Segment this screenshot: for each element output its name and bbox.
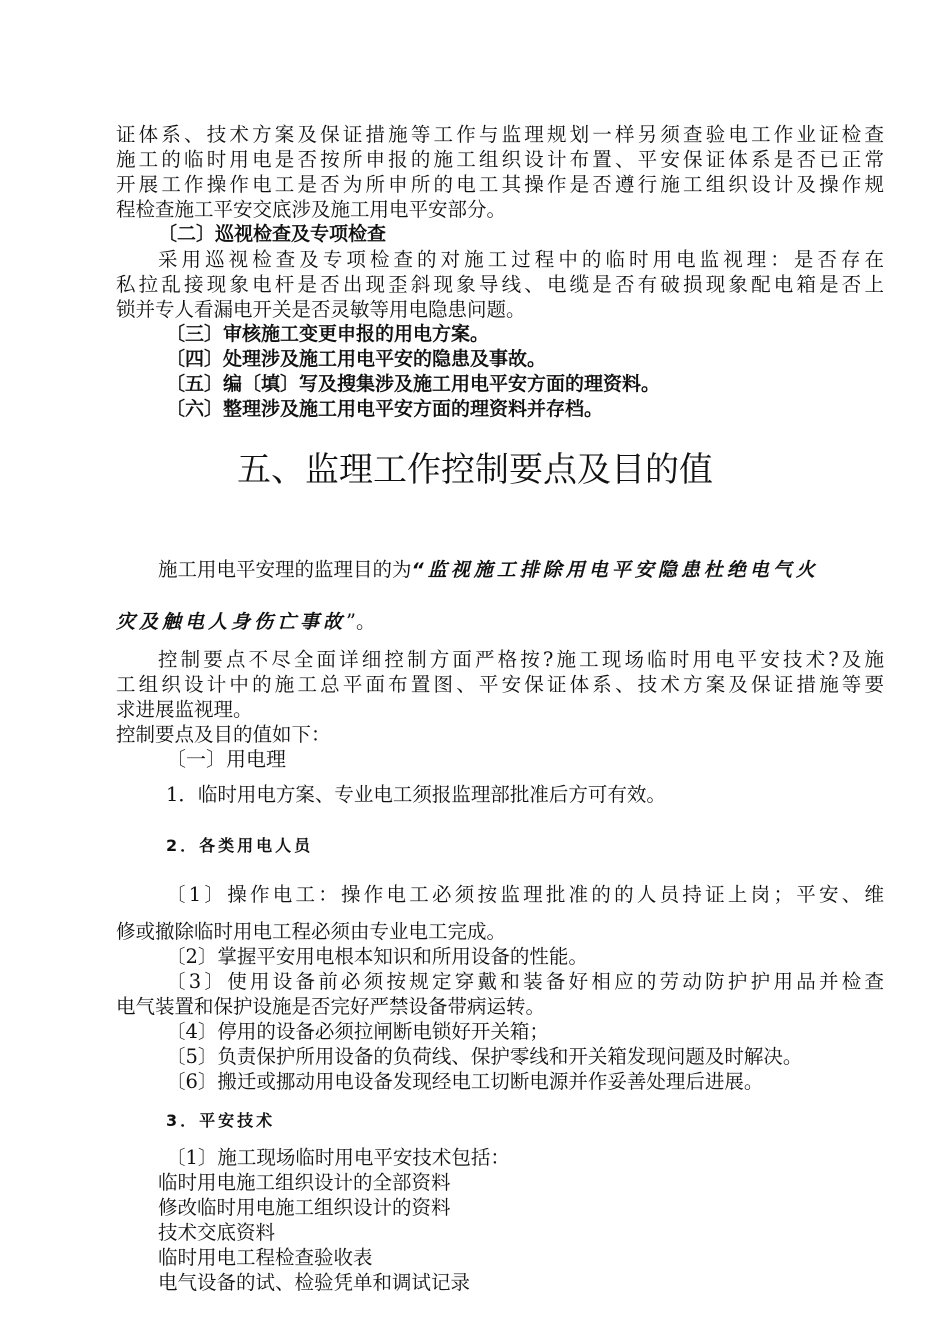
body-text-line: 〔1〕操作电工：操作电工必须按监理批准的的人员持证上岗；平安、维 [166,883,884,906]
list-item: 技术交底资料 [158,1221,276,1244]
body-text-line: 控制要点不尽全面详细控制方面严格按?施工现场临时用电平安技术?及施 [158,648,884,671]
body-text-line: 修或撤除临时用电工程必须由专业电工完成。 [116,920,507,943]
body-text-line: 控制要点及目的值如下： [116,723,331,746]
body-text-line: 证体系、技术方案及保证措施等工作与监理规划一样另须查验电工作业证检查 [116,123,884,146]
list-item: 1．临时用电方案、专业电工须报监理部批准后方可有效。 [166,783,666,806]
goal-line [116,609,884,635]
section-heading-six: 〔六〕整理涉及施工用电平安方面的理资料并存档。 [166,398,604,420]
goal-quote-part-b: 灾及触电人身伤亡事故 [116,611,347,633]
chapter-title: 五、监理工作控制要点及目的值 [237,450,713,490]
section-heading-four: 〔四〕处理涉及施工用电平安的隐患及事故。 [166,348,547,370]
body-text-line: 〔3〕使用设备前必须按规定穿戴和装备好相应的劳动防护护用品并检查 [166,970,884,993]
list-item: 临时用电施工组织设计的全部资料 [158,1171,451,1194]
goal-quote-part-a: “监视施工排除用电平安隐患杜绝电气火 [411,559,819,581]
body-text-line: 求进展监视理。 [116,698,253,721]
goal-intro: 施工用电平安理的监理目的为 [158,558,412,581]
list-item: 电气设备的试、检验凭单和调试记录 [158,1271,471,1294]
body-text-line: 开展工作操作电工是否为所申所的电工其操作是否遵行施工组织设计及操作规 [116,173,884,196]
section-heading-three: 〔三〕审核施工变更申报的用电方案。 [166,323,490,345]
item3-label: 3．平安技术 [166,1111,276,1130]
list-item: 修改临时用电施工组织设计的资料 [158,1196,451,1219]
list-item-heading [166,1107,884,1133]
body-text-line: 锁并专人看漏电开关是否灵敏等用电隐患问题。 [116,298,526,321]
body-text-line: 程检查施工平安交底涉及施工用电平安部分。 [116,198,507,221]
body-text-line: 施工的临时用电是否按所申报的施工组织设计布置、平安保证体系是否已正常 [116,148,884,171]
section-heading-five: 〔五〕编〔填〕写及搜集涉及施工用电平安方面的理资料。 [166,373,661,395]
body-text-line: 电气装置和保护设施是否完好严禁设备带病运转。 [116,995,546,1018]
goal-line [158,557,884,583]
section-heading-two: 〔二〕巡视检查及专项检查 [158,223,387,245]
subsection-heading-one: 〔一〕用电理 [166,747,286,771]
list-item-heading [166,832,884,858]
item2-label: 2．各类用电人员 [166,836,314,855]
body-text-line: 私拉乱接现象电杆是否出现歪斜现象导线、电缆是否有破损现象配电箱是否上 [116,273,884,296]
body-text-line: 〔5〕负责保护所用设备的负荷线、保护零线和开关箱发现问题及时解决。 [166,1045,803,1068]
body-text-line: 〔6〕搬迁或挪动用电设备发现经电工切断电源并作妥善处理后进展。 [166,1070,764,1093]
body-text-line: 采用巡视检查及专项检查的对施工过程中的临时用电监视理：是否存在 [158,248,884,271]
body-text-line: 工组织设计中的施工总平面布置图、平安保证体系、技术方案及保证措施等要 [116,673,884,696]
body-text-line: 〔1〕施工现场临时用电平安技术包括： [166,1146,510,1169]
list-item: 临时用电工程检查验收表 [158,1246,373,1269]
body-text-line: 〔2〕掌握平安用电根本知识和所用设备的性能。 [166,945,588,968]
body-text-line: 〔4〕停用的设备必须拉闸断电锁好开关箱； [166,1020,549,1043]
goal-quote-end: ”。 [346,610,376,633]
